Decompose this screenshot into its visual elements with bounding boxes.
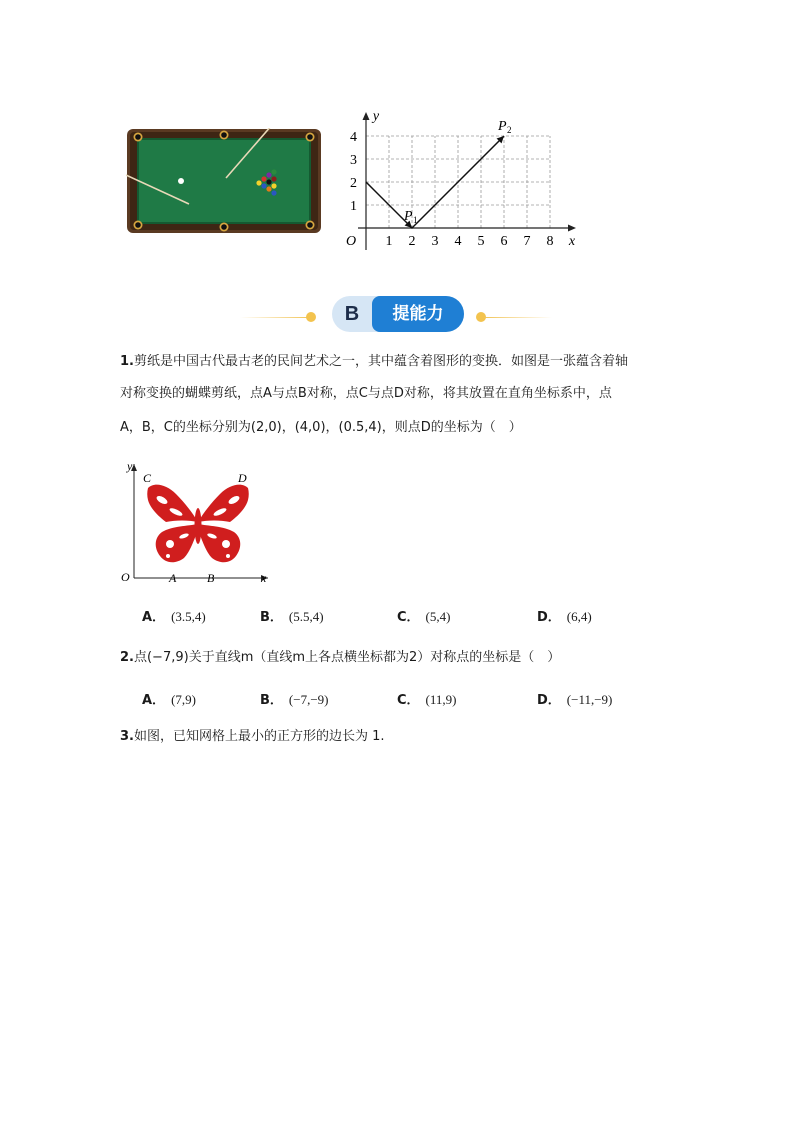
q2-option-b[interactable] xyxy=(260,690,329,711)
question-3-number: 3. xyxy=(120,729,134,744)
q1-option-a-text: (3.5,4) xyxy=(171,609,206,624)
section-b-header xyxy=(240,296,552,336)
x-tick-label: 4 xyxy=(454,234,462,249)
section-letter: B xyxy=(344,303,360,325)
q2-option-b-letter: B． xyxy=(260,693,283,708)
question-2-number: 2. xyxy=(120,650,134,665)
question-3-line-1 xyxy=(120,727,385,747)
question-1-line-3: A，B，C的坐标分别为(2,0)，(4,0)，(0.5,4)，则点D的坐标为（ ） xyxy=(120,420,522,435)
x-axis-label: x xyxy=(568,234,576,249)
graph-svg xyxy=(340,108,585,253)
header-line-left xyxy=(240,317,310,318)
q2-option-b-text: (−7,−9) xyxy=(288,692,329,707)
billiard-table-image xyxy=(126,128,322,234)
butterfly-point-c: C xyxy=(143,471,152,485)
p1-label-sub: 1 xyxy=(413,215,418,225)
butterfly-point-b: B xyxy=(207,571,215,585)
q1-option-a[interactable] xyxy=(142,607,206,628)
cue-ball xyxy=(178,178,184,184)
q1-option-a-letter: A． xyxy=(142,610,166,625)
butterfly-figure xyxy=(118,456,278,586)
q1-option-b-letter: B． xyxy=(260,610,283,625)
y-tick-label: 4 xyxy=(350,130,357,145)
origin-label: O xyxy=(345,234,357,249)
question-1-line-1 xyxy=(120,352,628,372)
x-tick-label: 1 xyxy=(385,234,393,249)
y-tick-label: 2 xyxy=(350,176,357,191)
butterfly-y-label: y xyxy=(127,459,133,473)
y-tick-label: 3 xyxy=(350,153,357,168)
q1-option-b[interactable] xyxy=(260,607,324,628)
question-1-line-2: 对称变换的蝴蝶剪纸，点A与点B对称，点C与点D对称，将其放置在直角坐标系中，点 xyxy=(120,386,612,401)
x-tick-label: 8 xyxy=(546,234,554,249)
x-tick-label: 7 xyxy=(523,234,531,249)
p1-label: P xyxy=(404,209,413,224)
q2-option-d-text: (−11,−9) xyxy=(566,692,613,707)
table-cloth xyxy=(138,139,310,223)
q1-option-c-letter: C． xyxy=(397,610,420,625)
question-1-number: 1. xyxy=(120,354,134,369)
q1-option-d-text: (6,4) xyxy=(566,609,592,624)
graph-axes xyxy=(358,112,576,250)
p2-label-sub: 2 xyxy=(507,125,512,135)
butterfly-point-a: A xyxy=(169,571,177,585)
header-dot-left xyxy=(306,312,316,322)
x-tick-label: 3 xyxy=(431,234,439,249)
y-axis-label: y xyxy=(372,109,380,124)
x-tick-label: 6 xyxy=(500,234,508,249)
q1-option-c-text: (5,4) xyxy=(425,609,451,624)
x-tick-label: 2 xyxy=(408,234,416,249)
q1-option-c[interactable] xyxy=(397,607,450,628)
p2-label: P xyxy=(498,119,507,134)
question-2-line-1 xyxy=(120,648,560,668)
y-axis-arrow xyxy=(363,112,370,120)
butterfly-x-label: x xyxy=(261,571,267,585)
butterfly-shape xyxy=(147,485,249,563)
q1-option-d-letter: D． xyxy=(537,610,561,625)
question-3-text-1: 如图，已知网格上最小的正方形的边长为 1. xyxy=(133,729,385,744)
question-1-text-1: 剪纸是中国古代最古老的民间艺术之一，其中蕴含着图形的变换．如图是一张蕴含着轴 xyxy=(133,354,628,369)
reflection-path-graph xyxy=(340,108,585,253)
x-tick-label: 5 xyxy=(477,234,485,249)
q1-option-b-text: (5.5,4) xyxy=(288,609,324,624)
y-tick-label: 1 xyxy=(350,199,357,214)
q2-option-c-text: (11,9) xyxy=(425,692,457,707)
section-title: 提能力 xyxy=(372,296,464,332)
x-axis-arrow xyxy=(568,225,576,232)
question-2-text-1: 点(−7,9)关于直线m（直线m上各点横坐标都为2）对称点的坐标是（ ） xyxy=(133,650,561,665)
butterfly-point-d: D xyxy=(238,471,247,485)
q2-option-d-letter: D． xyxy=(537,693,561,708)
butterfly-origin-label: O xyxy=(121,570,130,584)
header-line-right xyxy=(484,317,552,318)
q2-option-a-letter: A． xyxy=(142,693,166,708)
q2-option-c[interactable] xyxy=(397,690,456,711)
q2-option-d[interactable] xyxy=(537,690,612,711)
q2-option-a[interactable] xyxy=(142,690,196,711)
q1-option-d[interactable] xyxy=(537,607,592,628)
q2-option-c-letter: C． xyxy=(397,693,420,708)
q2-option-a-text: (7,9) xyxy=(171,692,196,707)
